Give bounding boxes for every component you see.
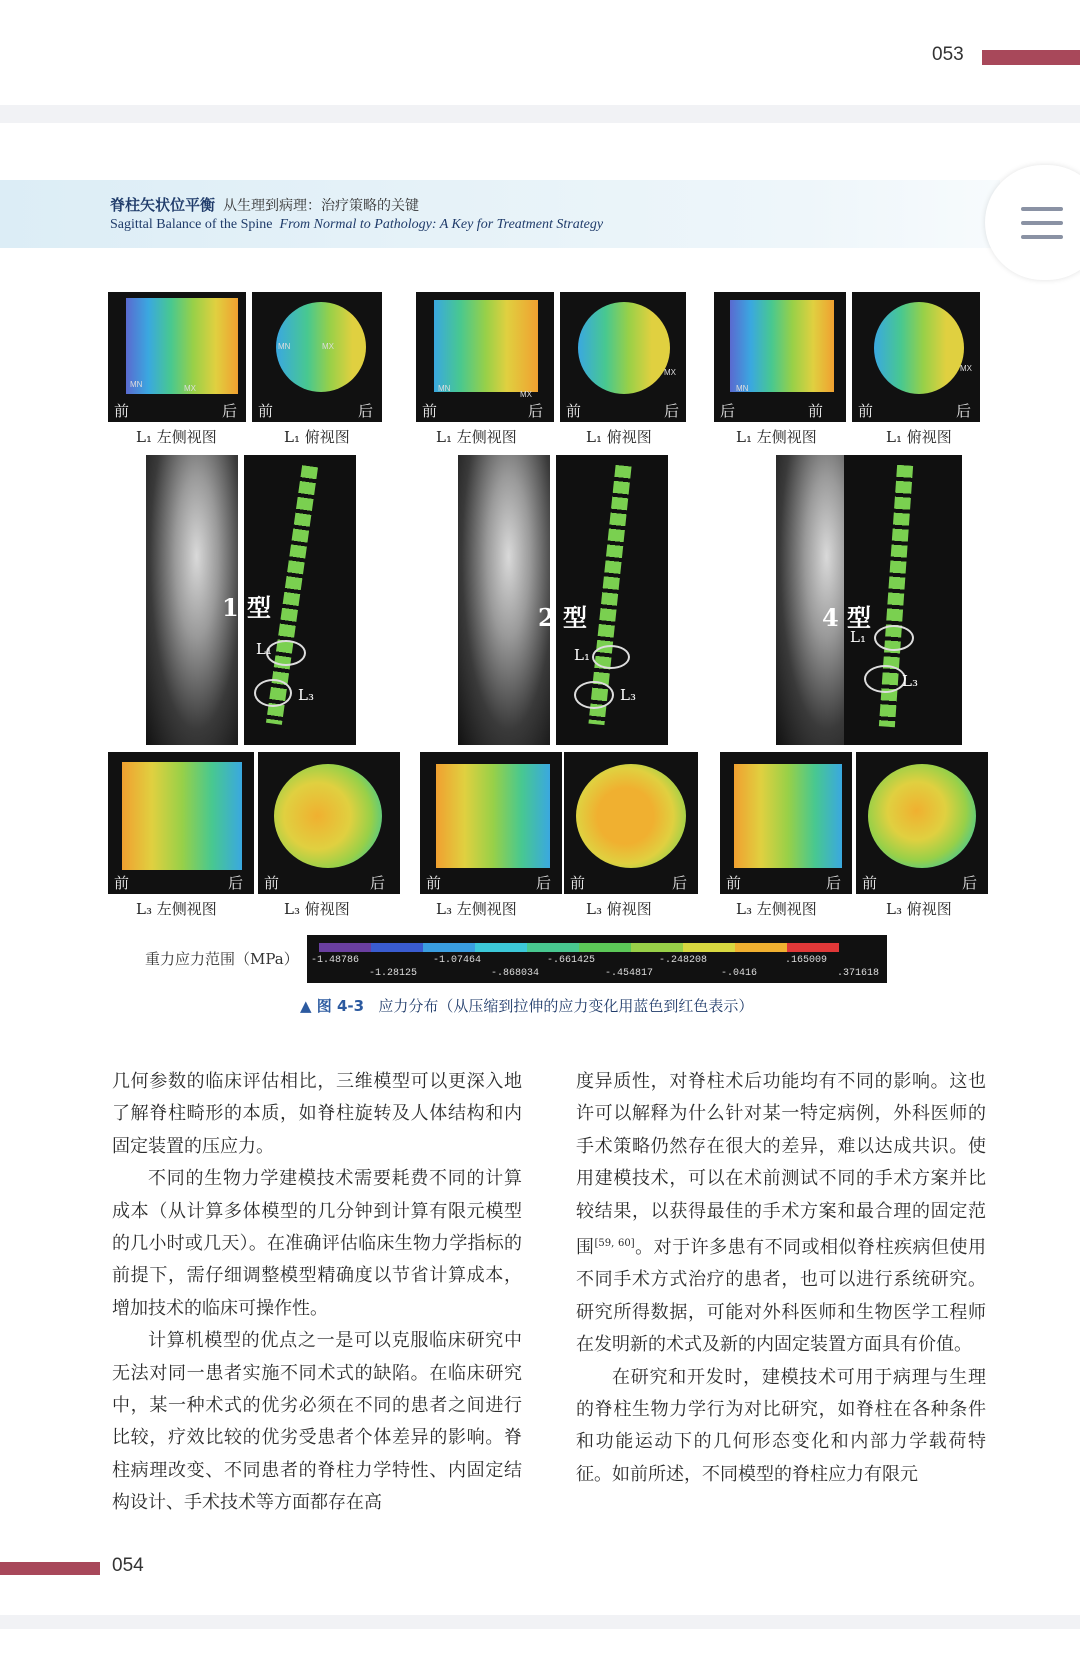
l1-ring [874,625,914,651]
bottom-page-bar [0,1562,100,1575]
fem-disc [874,302,964,394]
l3-label: L₃ [298,686,314,704]
paragraph-text: 。对于许多患有不同或相似脊柱疾病但使用不同手术方式治疗的患者，也可以进行系统研究。研究所得数据，可能对外科医师和生物医学工程师在发明新的术式及新的内固定装置方面具有价值。 [576,1237,987,1356]
book-subtitle-en: From Normal to Pathology: A Key for Treatment Strategy [279,217,604,232]
header-title-en [110,217,603,233]
scale-color-bar [319,943,839,952]
scale-color-segment [735,943,787,952]
fem-disc [576,764,686,868]
front-label: 前 [114,874,130,892]
xray-type2 [458,455,550,745]
fem-l1-side-type1 [108,292,246,422]
fem-gradient [734,764,842,868]
caption-l1-top: L₁ 俯视图 [886,428,952,446]
scale-tick: .165009 [785,955,828,966]
front-label: 前 [858,402,874,420]
scale-tick: -.661425 [547,955,596,966]
fem-l3-side-type4 [720,752,852,894]
scale-color-segment [423,943,475,952]
figure-number: ▲ 图 4-3 [300,997,365,1015]
mx-tag: MX [664,368,676,377]
figure-caption [300,995,753,1016]
mx-tag: MX [184,384,196,393]
scale-tick: .371618 [837,968,880,979]
bottom-page-number: 054 [112,1555,144,1576]
fem-gradient [126,298,238,394]
top-page-bar [982,50,1080,65]
scale-tick: -.454817 [605,968,654,979]
scale-title: 重力应力范围（MPa） [145,950,299,968]
page-gap [0,1615,1080,1629]
l3-label: L₃ [620,686,636,704]
caption-l3-top: L₃ 俯视图 [886,900,952,918]
l3-ring [574,681,614,709]
fem-l1-top-type2 [560,292,686,422]
scale-tick: -1.28125 [369,968,418,979]
right-column [576,1066,986,1491]
mn-tag: MN [438,384,451,393]
front-label: 前 [114,402,130,420]
caption-l1-top: L₁ 俯视图 [284,428,350,446]
scale-color-segment [371,943,423,952]
scale-tick: -.868034 [491,968,540,979]
back-label: 后 [962,874,978,892]
fem-l3-top-type1 [258,752,400,894]
mn-tag: MN [130,380,143,389]
type-label-2: 2 型 [538,603,588,632]
front-label: 前 [264,874,280,892]
fem-l3-side-type1 [108,752,254,894]
book-title-en: Sagittal Balance of the Spine [110,217,273,232]
l1-label: L₁ [256,640,272,658]
back-label: 后 [720,402,736,420]
back-label: 后 [536,874,552,892]
mx-tag: MX [960,364,972,373]
front-label: 前 [808,402,824,420]
front-label: 前 [422,402,438,420]
caption-l3-side: L₃ 左侧视图 [136,900,217,918]
l3-label: L₃ [902,672,918,690]
fem-gradient [122,762,242,870]
paragraph-text: 度异质性，对脊柱术后功能均有不同的影响。这也许可以解释为什么针对某一特定病例，外科医师的手术策略仍然存在很大的差异，难以达成共识。使用建模技术，可以在术前测试不同的手术方案并比较结果，以获得最佳的手术方案和最合理的固定范围 [576,1071,986,1259]
scale-color-segment [319,943,371,952]
back-label: 后 [528,402,544,420]
citation: [59, 60] [594,1238,635,1250]
back-label: 后 [222,402,238,420]
back-label: 后 [358,402,374,420]
scale-tick: -.248208 [659,955,708,966]
fem-disc [868,764,976,868]
scale-tick: -.0416 [721,968,758,979]
stress-scale [307,935,887,983]
back-label: 后 [664,402,680,420]
front-label: 前 [426,874,442,892]
menu-icon-line [1021,235,1063,239]
caption-l1-side: L₁ 左侧视图 [136,428,217,446]
paragraph: 在研究和开发时，建模技术可用于病理与生理的脊柱生物力学行为对比研究，如脊柱在各种条件和功能运动下的几何形态变化和内部力学载荷特征。如前所述，不同模型的脊柱应力有限元 [576,1366,986,1485]
paragraph [576,1066,986,1362]
left-column [112,1066,522,1520]
scale-tick: -1.07464 [433,955,482,966]
fem-gradient [436,764,550,868]
fem-gradient [730,300,834,392]
front-label: 前 [862,874,878,892]
front-label: 前 [570,874,586,892]
l3-ring [864,665,906,693]
scale-color-segment [527,943,579,952]
figure-caption-text: 应力分布（从压缩到拉伸的应力变化用蓝色到红色表示） [378,997,754,1015]
l1-label: L₁ [850,628,866,646]
fem-disc [274,764,382,868]
l1-ring [592,645,630,669]
fem-l1-side-type4 [714,292,846,422]
paragraph: 几何参数的临床评估相比，三维模型可以更深入地了解脊柱畸形的本质，如脊柱旋转及人体结构和内固定装置的压应力。 [112,1071,522,1157]
scale-color-segment [787,943,839,952]
front-label: 前 [566,402,582,420]
caption-l3-top: L₃ 俯视图 [586,900,652,918]
page-gap [0,105,1080,123]
top-page-number: 053 [932,44,964,65]
l1-ring [266,640,306,666]
fem-disc [578,302,670,394]
fem-l1-top-type4 [852,292,980,422]
mn-tag: MN [736,384,749,393]
back-label: 后 [956,402,972,420]
back-label: 后 [370,874,386,892]
fem-l3-side-type2 [420,752,562,894]
scale-color-segment [579,943,631,952]
l1-label: L₁ [574,646,590,664]
caption-l3-side: L₃ 左侧视图 [736,900,817,918]
front-label: 前 [258,402,274,420]
menu-icon [1021,207,1063,211]
caption-l1-top: L₁ 俯视图 [586,428,652,446]
back-label: 后 [826,874,842,892]
mx-tag: MX [322,342,334,351]
scale-color-segment [683,943,735,952]
caption-l1-side: L₁ 左侧视图 [736,428,817,446]
scale-color-segment [631,943,683,952]
caption-l3-side: L₃ 左侧视图 [436,900,517,918]
paragraph: 计算机模型的优点之一是可以克服临床研究中无法对同一患者实施不同术式的缺陷。在临床研究中，某一种术式的优劣必须在不同的患者之间进行比较，疗效比较的优劣受患者个体差异的影响。脊柱病理改变、不同患者的脊柱力学特性、内固定结构设计、手术技术等方面都存在高 [112,1330,522,1514]
scale-tick: -1.48786 [311,955,360,966]
book-title-cn: 脊柱矢状位平衡 [110,196,216,214]
menu-icon-line [1021,221,1063,225]
caption-l1-side: L₁ 左侧视图 [436,428,517,446]
type-label-4: 4 型 [822,603,872,632]
back-label: 后 [228,874,244,892]
fem-l3-top-type4 [856,752,988,894]
fem-gradient [434,300,538,392]
caption-l3-top: L₃ 俯视图 [284,900,350,918]
scale-color-segment [475,943,527,952]
l3-ring [254,679,292,707]
back-label: 后 [672,874,688,892]
mx-tag: MX [520,390,532,399]
mn-tag: MN [278,342,291,351]
fem-l1-top-type1 [252,292,382,422]
paragraph: 不同的生物力学建模技术需要耗费不同的计算成本（从计算多体模型的几分钟到计算有限元模型的几小时或几天）。在准确评估临床生物力学指标的前提下，需仔细调整模型精确度以节省计算成本，增加技术的临床可操作性。 [112,1168,522,1319]
fem-l1-side-type2 [416,292,554,422]
header-title-cn [110,194,419,215]
type-label-1: 1 型 [222,593,272,622]
fem-l3-top-type2 [564,752,698,894]
front-label: 前 [726,874,742,892]
book-subtitle-cn: 从生理到病理：治疗策略的关键 [223,198,420,214]
